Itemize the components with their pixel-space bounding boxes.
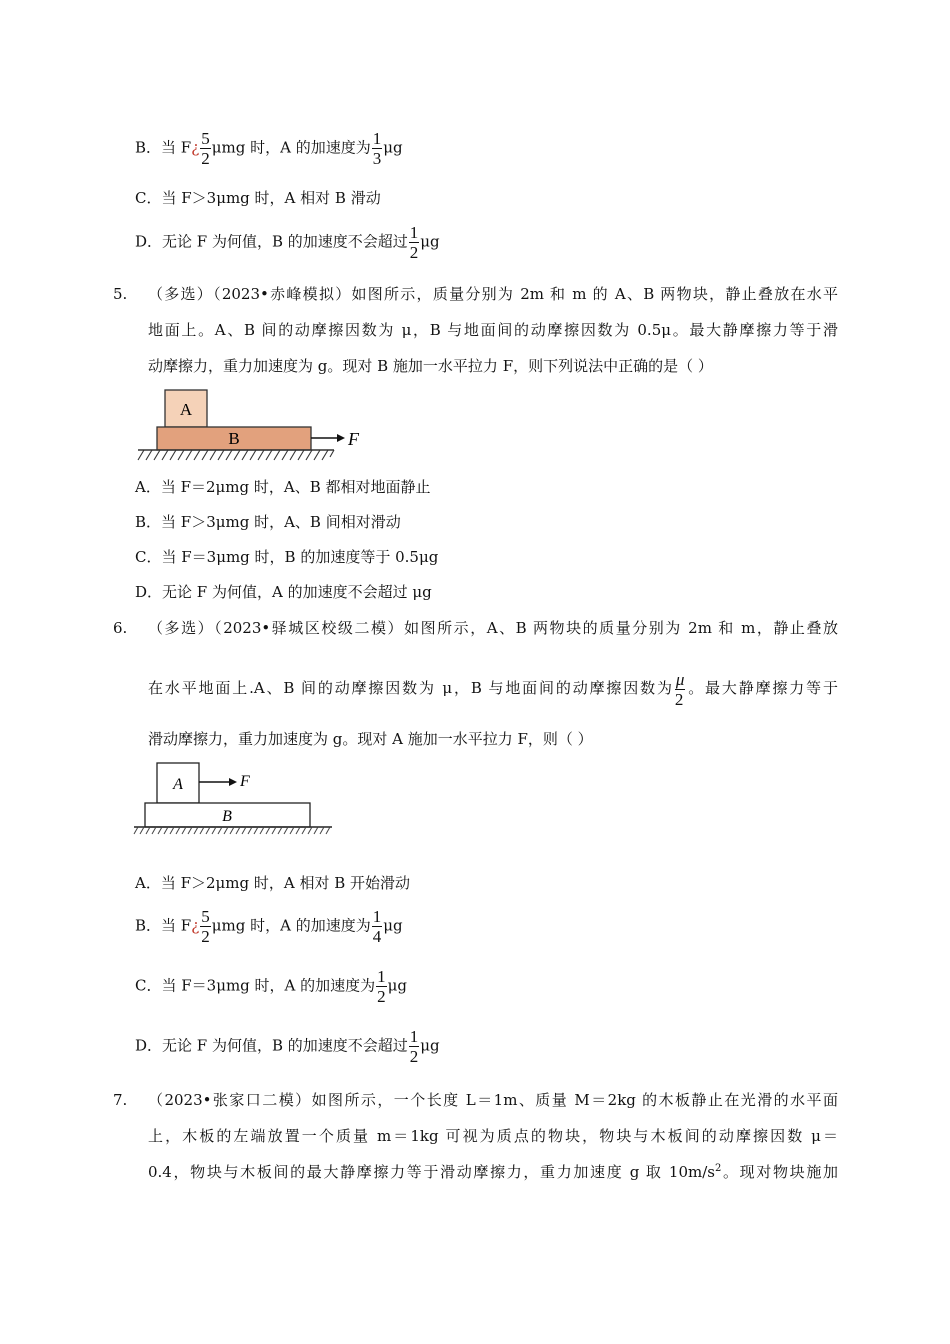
q4-option-c: C．当 F＞3μmg 时，A 相对 B 滑动	[135, 189, 381, 207]
q6-figure	[132, 760, 337, 840]
option-text: D．无论 F 为何值，B 的加速度不会超过	[135, 1036, 408, 1055]
option-text: μmg 时，A 的加速度为	[211, 138, 371, 157]
fraction	[372, 908, 383, 945]
numerator: 1	[372, 907, 382, 926]
denominator: 4	[372, 927, 382, 946]
option-text: μg	[387, 976, 407, 995]
question-number: 5.	[113, 285, 128, 303]
denominator: 2	[377, 987, 386, 1006]
ground-hatch	[134, 827, 330, 834]
q6-option-d	[135, 1028, 440, 1065]
q6-option-b	[135, 908, 403, 945]
question-line: 上，木板的左端放置一个质量 m＝1kg 可视为质点的物块，物块与木板间的动摩擦因数 μ＝	[148, 1127, 838, 1145]
question-number: 6.	[113, 619, 128, 637]
fraction	[376, 968, 387, 1005]
numerator: 1	[409, 1027, 419, 1046]
q6-option-c	[135, 968, 407, 1005]
question-line: 地面上。A、B 间的动摩擦因数为 μ，B 与地面间的动摩擦因数为 0.5μ。最大静摩擦力等于滑	[148, 321, 838, 339]
numerator: μ	[675, 669, 685, 689]
q5-option-b: B．当 F＞3μmg 时，A、B 间相对滑动	[135, 513, 401, 531]
line-text: 0.4，物块与木板间的最大静摩擦力等于滑动摩擦力，重力加速度 g 取 10m/s	[148, 1163, 715, 1181]
denominator: 3	[372, 149, 382, 168]
question-line	[148, 1162, 838, 1182]
question-line: 滑动摩擦力，重力加速度为 g。现对 A 施加一水平拉力 F，则（ ）	[148, 730, 593, 748]
question-line: （2023•张家口二模）如图所示，一个长度 L＝1m、质量 M＝2kg 的木板静止在光滑的水平面	[148, 1091, 838, 1109]
force-label: F	[240, 773, 250, 790]
question-line: （多选）（2023•驿城区校级二模）如图所示，A、B 两物块的质量分别为 2m 和 m，静止叠放	[148, 619, 838, 637]
glyph: ¿	[191, 138, 200, 157]
ground-hatch	[138, 450, 334, 460]
block-a-label: A	[179, 400, 193, 419]
glyph: ¿	[191, 916, 200, 935]
numerator: 1	[372, 129, 382, 148]
option-text: μg	[383, 916, 403, 935]
line-text: 在水平地面上.A、B 间的动摩擦因数为 μ，B 与地面间的动摩擦因数为	[148, 679, 674, 697]
q5-figure	[134, 386, 374, 466]
fraction	[200, 908, 211, 945]
fraction	[372, 130, 383, 167]
denominator: 2	[201, 927, 210, 946]
q5-option-c: C．当 F＝3μmg 时，B 的加速度等于 0.5μg	[135, 548, 439, 566]
q5-option-d: D．无论 F 为何值，A 的加速度不会超过 μg	[135, 583, 432, 601]
option-text: B．当 F	[135, 138, 192, 157]
line-text: 。最大静摩擦力等于	[686, 679, 838, 697]
option-text: B．当 F	[135, 916, 192, 935]
option-text: μg	[383, 138, 403, 157]
numerator: 1	[409, 223, 419, 242]
block-b-label: B	[228, 429, 240, 448]
q4-option-d	[135, 224, 440, 261]
fraction	[200, 130, 211, 167]
force-arrow-head	[337, 434, 345, 442]
denominator: 2	[409, 1047, 419, 1066]
force-label: F	[348, 429, 359, 449]
block-a-label: A	[173, 776, 183, 793]
fraction	[409, 1028, 420, 1065]
fraction	[409, 224, 420, 261]
option-text: μmg 时，A 的加速度为	[211, 916, 371, 935]
question-line: 动摩擦力，重力加速度为 g。现对 B 施加一水平拉力 F，则下列说法中正确的是（ ）	[148, 357, 713, 375]
force-arrow-head	[229, 778, 237, 786]
question-number: 7.	[113, 1091, 128, 1109]
denominator: 2	[409, 243, 419, 262]
q5-option-a: A．当 F＝2μmg 时，A、B 都相对地面静止	[135, 478, 431, 496]
option-text: C．当 F＝3μmg 时，A 的加速度为	[135, 976, 376, 995]
fraction	[675, 671, 686, 708]
numerator: 5	[201, 907, 210, 926]
numerator: 5	[201, 129, 210, 148]
denominator: 2	[201, 149, 210, 168]
line-text: 。现对物块施加	[721, 1163, 838, 1181]
question-line: （多选）（2023•赤峰模拟）如图所示，质量分别为 2m 和 m 的 A、B 两物块，静止叠放在水平	[148, 285, 838, 303]
option-text: μg	[420, 232, 440, 251]
superscript: 2	[714, 1163, 722, 1174]
numerator: 1	[377, 967, 386, 986]
denominator: 2	[674, 689, 684, 709]
question-line	[148, 668, 838, 708]
option-text: μg	[420, 1036, 440, 1055]
q6-option-a: A．当 F＞2μmg 时，A 相对 B 开始滑动	[135, 874, 411, 892]
block-b-label: B	[222, 808, 232, 825]
q4-option-b	[135, 130, 403, 167]
option-text: D．无论 F 为何值，B 的加速度不会超过	[135, 232, 408, 251]
